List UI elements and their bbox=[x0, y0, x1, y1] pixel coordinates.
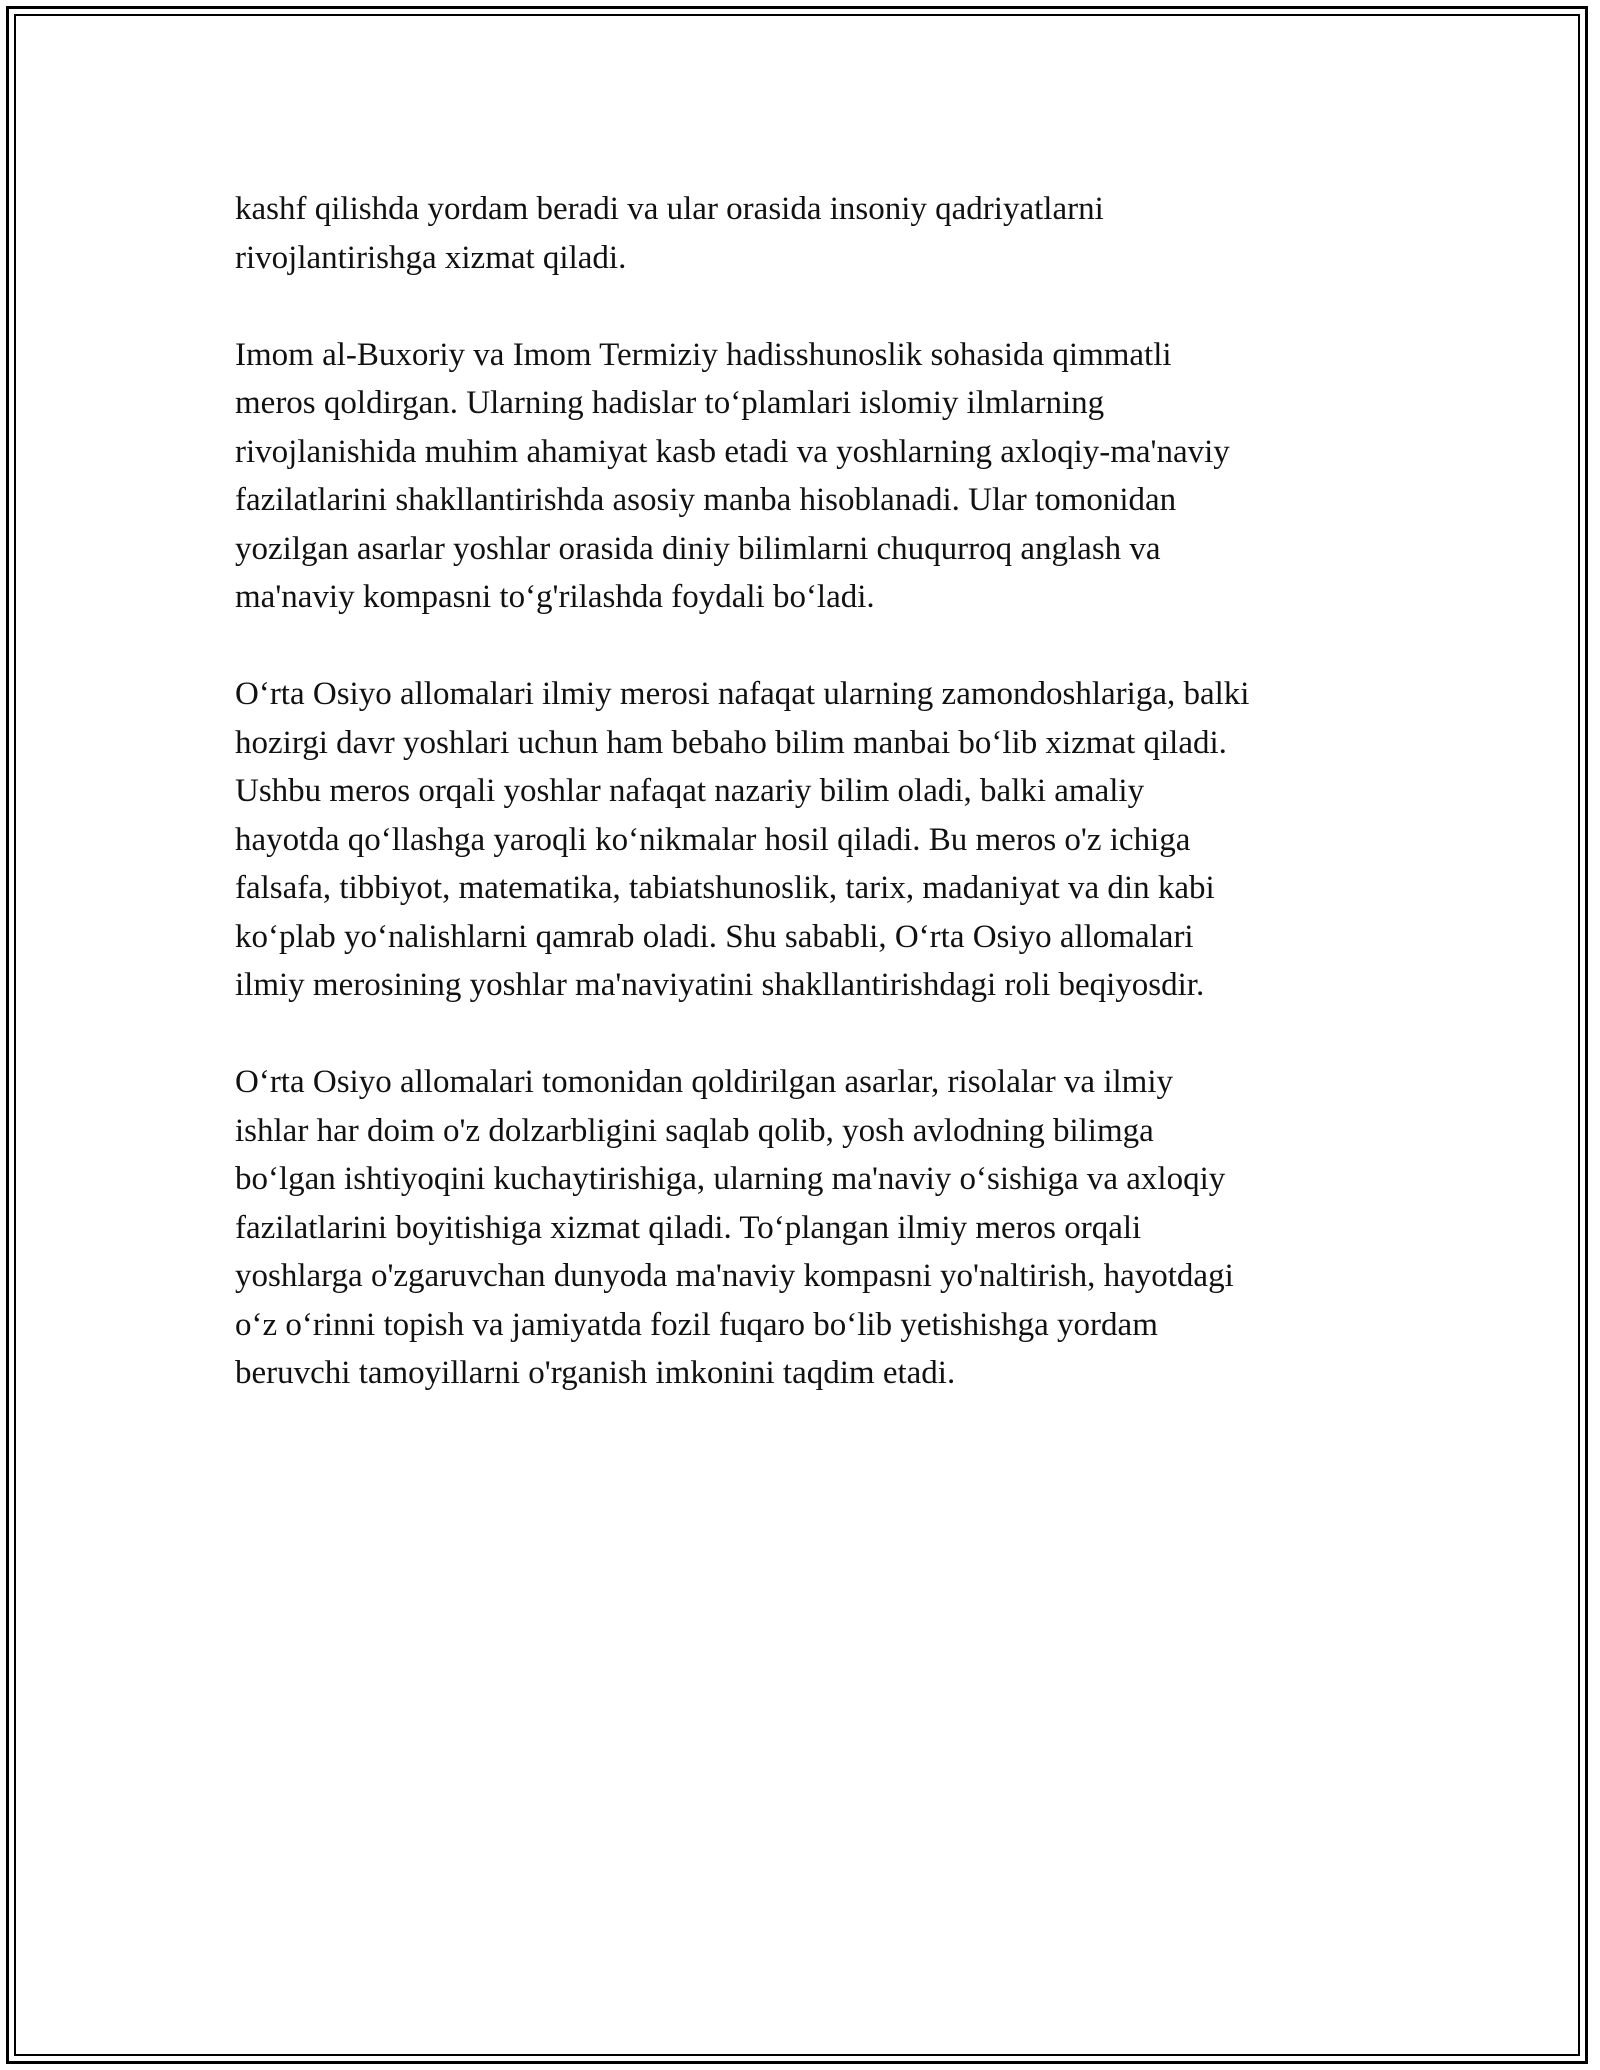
document-body bbox=[235, 185, 1385, 1446]
text-line: Imom al-Buxoriy va Imom Termiziy hadisshunoslik sohasida qimmatli bbox=[235, 336, 1172, 373]
text-line: yozilgan asarlar yoshlar orasida diniy bilimlarni chuqurroq anglash va bbox=[235, 530, 1161, 567]
paragraph-4 bbox=[235, 1058, 1385, 1398]
text-line: kashf qilishda yordam beradi va ular orasida insoniy qadriyatlarni bbox=[235, 191, 1104, 227]
paragraph-3 bbox=[235, 670, 1385, 1010]
text-line: rivojlantirishga xizmat qiladi. bbox=[235, 239, 627, 276]
text-line: ko‘plab yo‘nalishlarni qamrab oladi. Shu sababli, O‘rta Osiyo allomalari bbox=[235, 918, 1194, 955]
text-line: meros qoldirgan. Ularning hadislar to‘plamlari islomiy ilmlarning bbox=[235, 385, 1105, 421]
paragraph-2 bbox=[235, 331, 1385, 622]
text-line: o‘z o‘rinni topish va jamiyatda fozil fuqaro bo‘lib yetishishga yordam bbox=[235, 1306, 1158, 1343]
paragraph-1 bbox=[235, 185, 1385, 282]
text-line: O‘rta Osiyo allomalari tomonidan qoldirilgan asarlar, risolalar va ilmiy bbox=[235, 1064, 1174, 1100]
text-line: ma'naviy kompasni to‘g'rilashda foydali bo‘ladi. bbox=[235, 579, 875, 615]
text-line: O‘rta Osiyo allomalari ilmiy merosi nafaqat ularning zamondoshlariga, balki bbox=[235, 676, 1250, 712]
text-line: bo‘lgan ishtiyoqini kuchaytirishiga, ularning ma'naviy o‘sishiga va axloqiy bbox=[235, 1161, 1226, 1197]
text-line: fazilatlarini shakllantirishda asosiy manba hisoblanadi. Ular tomonidan bbox=[235, 482, 1177, 518]
text-line: ilmiy merosining yoshlar ma'naviyatini shakllantirishdagi roli beqiyosdir. bbox=[235, 967, 1205, 1003]
text-line: beruvchi tamoyillarni o'rganish imkonini taqdim etadi. bbox=[235, 1355, 956, 1391]
text-line: Ushbu meros orqali yoshlar nafaqat nazariy bilim oladi, balki amaliy bbox=[235, 773, 1145, 809]
text-line: hayotda qo‘llashga yaroqli ko‘nikmalar hosil qiladi. Bu meros o'z ichiga bbox=[235, 821, 1191, 858]
text-line: falsafa, tibbiyot, matematika, tabiatshunoslik, tarix, madaniyat va din kabi bbox=[235, 870, 1215, 906]
text-line: fazilatlarini boyitishiga xizmat qiladi. To‘plangan ilmiy meros orqali bbox=[235, 1209, 1142, 1246]
text-line: yoshlarga o'zgaruvchan dunyoda ma'naviy kompasni yo'naltirish, hayotdagi bbox=[235, 1258, 1234, 1294]
text-line: rivojlanishida muhim ahamiyat kasb etadi va yoshlarning axloqiy-ma'naviy bbox=[235, 433, 1230, 470]
text-line: ishlar har doim o'z dolzarbligini saqlab qolib, yosh avlodning bilimga bbox=[235, 1112, 1154, 1149]
text-line: hozirgi davr yoshlari uchun ham bebaho bilim manbai bo‘lib xizmat qiladi. bbox=[235, 724, 1227, 761]
